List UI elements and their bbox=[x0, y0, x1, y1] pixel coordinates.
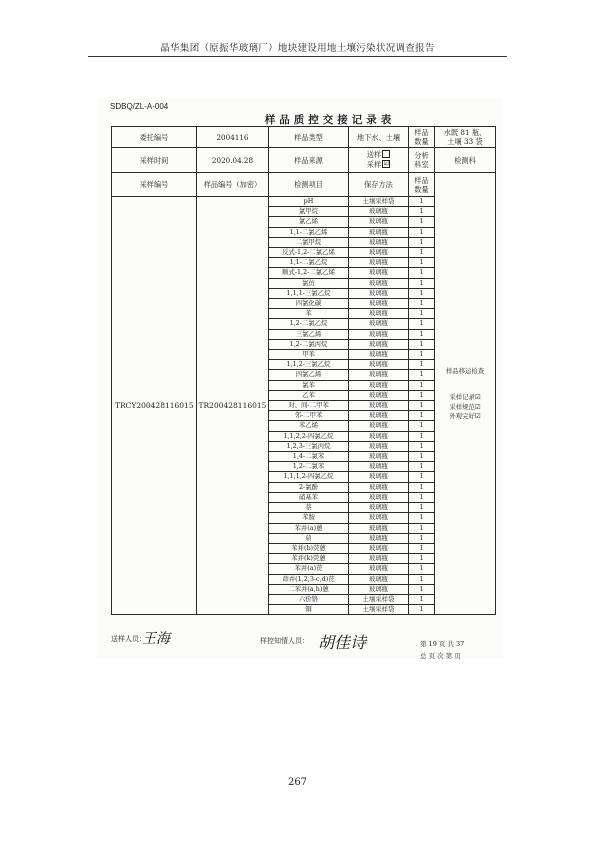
storage-method-cell: 玻璃瓶 bbox=[349, 503, 409, 513]
test-item-cell: 1,1-二氯乙烷 bbox=[269, 258, 349, 268]
storage-method-cell: 玻璃瓶 bbox=[349, 390, 409, 400]
col-header-qty: 样品 数量 bbox=[409, 173, 435, 197]
option-send: 送样 bbox=[366, 150, 382, 159]
form-page-line2: 总 页 次 第 页 bbox=[420, 652, 461, 660]
quantity-cell: 1 bbox=[409, 380, 435, 390]
storage-method-cell: 玻璃瓶 bbox=[349, 360, 409, 370]
sampling-date-label: 采样时间 bbox=[112, 148, 197, 173]
quantity-cell: 1 bbox=[409, 421, 435, 431]
storage-method-cell: 土壤采样袋 bbox=[349, 197, 409, 207]
quantity-cell: 1 bbox=[409, 350, 435, 360]
col-header-encrypted-no: 样品编号（加密） bbox=[197, 173, 269, 197]
test-item-cell: 2-氯酚 bbox=[269, 482, 349, 492]
test-item-cell: 氯甲烷 bbox=[269, 207, 349, 217]
col-header-test-item: 检测项目 bbox=[269, 173, 349, 197]
storage-method-cell: 玻璃瓶 bbox=[349, 319, 409, 329]
storage-method-cell: 玻璃瓶 bbox=[349, 370, 409, 380]
test-item-cell: 苯 bbox=[269, 309, 349, 319]
quantity-cell: 1 bbox=[409, 248, 435, 258]
quantity-cell: 1 bbox=[409, 268, 435, 278]
test-item-cell: 三氯乙烯 bbox=[269, 329, 349, 339]
storage-method-cell: 玻璃瓶 bbox=[349, 584, 409, 594]
storage-method-cell: 玻璃瓶 bbox=[349, 513, 409, 523]
check-item-checkbox: ☑ bbox=[474, 393, 481, 402]
storage-method-cell: 玻璃瓶 bbox=[349, 237, 409, 247]
storage-method-cell: 土壤采样袋 bbox=[349, 605, 409, 615]
storage-method-cell: 玻璃瓶 bbox=[349, 227, 409, 237]
quantity-cell: 1 bbox=[409, 278, 435, 288]
quantity-cell: 1 bbox=[409, 472, 435, 482]
storage-method-cell: 玻璃瓶 bbox=[349, 329, 409, 339]
col-header-storage: 保存方法 bbox=[349, 173, 409, 197]
storage-method-cell: 玻璃瓶 bbox=[349, 462, 409, 472]
quantity-cell: 1 bbox=[409, 390, 435, 400]
quantity-cell: 1 bbox=[409, 217, 435, 227]
sample-source-label: 样品来源 bbox=[269, 148, 349, 173]
sample-source-options bbox=[349, 148, 409, 173]
test-item-cell: 苯并(a)芘 bbox=[269, 564, 349, 574]
test-item-cell: 硝基苯 bbox=[269, 492, 349, 502]
test-item-cell: 1,2,3-三氯丙烷 bbox=[269, 441, 349, 451]
test-item-cell: 1,1-二氯乙烯 bbox=[269, 227, 349, 237]
test-item-cell: 氯乙烯 bbox=[269, 217, 349, 227]
storage-method-cell: 玻璃瓶 bbox=[349, 492, 409, 502]
option-sample: 采样 bbox=[366, 160, 382, 169]
test-item-cell: 四氯化碳 bbox=[269, 299, 349, 309]
receiver-label: 样控知情人员： bbox=[260, 637, 309, 645]
quantity-cell: 1 bbox=[409, 207, 435, 217]
storage-method-cell: 玻璃瓶 bbox=[349, 472, 409, 482]
quantity-cell: 1 bbox=[409, 482, 435, 492]
test-item-cell: 苯乙烯 bbox=[269, 421, 349, 431]
quantity-cell: 1 bbox=[409, 503, 435, 513]
sample-qty-value: 水既 81 瓶、 土壤 33 袋 bbox=[435, 127, 496, 148]
quantity-cell: 1 bbox=[409, 237, 435, 247]
storage-method-cell: 玻璃瓶 bbox=[349, 380, 409, 390]
storage-method-cell: 玻璃瓶 bbox=[349, 217, 409, 227]
quantity-cell: 1 bbox=[409, 533, 435, 543]
receiver-signature: 胡佳诗 bbox=[318, 633, 367, 652]
test-item-cell: 1,4-二氯苯 bbox=[269, 452, 349, 462]
quantity-cell: 1 bbox=[409, 431, 435, 441]
quantity-cell: 1 bbox=[409, 564, 435, 574]
test-item-cell: 顺式-1,2-二氯乙烯 bbox=[269, 268, 349, 278]
test-item-cell: 二苯并(a,h)蒽 bbox=[269, 584, 349, 594]
transport-check-panel bbox=[435, 173, 496, 615]
sampling-date-value: 2020.04.28 bbox=[197, 148, 269, 173]
test-item-cell: 1,2-二氯丙烷 bbox=[269, 339, 349, 349]
transport-check-title: 样品移运检查 bbox=[445, 367, 485, 376]
test-item-cell: 萘 bbox=[269, 503, 349, 513]
storage-method-cell: 玻璃瓶 bbox=[349, 411, 409, 421]
quantity-cell: 1 bbox=[409, 452, 435, 462]
document-header: 晶华集团（原振华玻璃厂）地块建设用地土壤污染状况调查报告 bbox=[160, 43, 435, 54]
quantity-cell: 1 bbox=[409, 523, 435, 533]
storage-method-cell: 玻璃瓶 bbox=[349, 258, 409, 268]
test-item-cell: pH bbox=[269, 197, 349, 207]
test-item-cell: 苯并(k)荧蒽 bbox=[269, 554, 349, 564]
storage-method-cell: 玻璃瓶 bbox=[349, 441, 409, 451]
test-item-cell: 1,1,1-三氯乙烷 bbox=[269, 288, 349, 298]
test-item-cell: 二氯甲烷 bbox=[269, 237, 349, 247]
checkbox-send bbox=[382, 150, 390, 158]
storage-method-cell: 玻璃瓶 bbox=[349, 268, 409, 278]
form-page-line1: 第 19 页 共 37 bbox=[420, 640, 465, 648]
test-item-cell: 1,2-二氯苯 bbox=[269, 462, 349, 472]
quantity-cell: 1 bbox=[409, 319, 435, 329]
storage-method-cell: 玻璃瓶 bbox=[349, 431, 409, 441]
quantity-cell: 1 bbox=[409, 339, 435, 349]
check-item-label: 外观完好 bbox=[449, 411, 475, 420]
qc-handover-table bbox=[111, 126, 496, 615]
quantity-cell: 1 bbox=[409, 584, 435, 594]
encrypted-no-cell: TR200428116015 bbox=[197, 197, 269, 615]
check-item-label: 采样规范 bbox=[449, 402, 475, 411]
test-item-cell: 苯并(a)蒽 bbox=[269, 523, 349, 533]
lab-dept-value: 检测科 bbox=[435, 148, 496, 173]
quantity-cell: 1 bbox=[409, 594, 435, 604]
storage-method-cell: 玻璃瓶 bbox=[349, 288, 409, 298]
checkbox-sample: ☑ bbox=[383, 160, 389, 167]
test-item-cell: 氯苯 bbox=[269, 380, 349, 390]
check-item-checkbox: ☑ bbox=[474, 411, 481, 420]
quantity-cell: 1 bbox=[409, 401, 435, 411]
test-item-cell: 1,1,2,2-四氯乙烷 bbox=[269, 431, 349, 441]
quantity-cell: 1 bbox=[409, 543, 435, 553]
test-item-cell: 铜 bbox=[269, 605, 349, 615]
test-item-cell: 邻-二甲苯 bbox=[269, 411, 349, 421]
storage-method-cell: 玻璃瓶 bbox=[349, 278, 409, 288]
storage-method-cell: 玻璃瓶 bbox=[349, 299, 409, 309]
quantity-cell: 1 bbox=[409, 411, 435, 421]
sample-type-label: 样品类型 bbox=[269, 127, 349, 148]
test-item-cell: 䓛 bbox=[269, 533, 349, 543]
test-item-cell: 1,1,1,2-四氯乙烷 bbox=[269, 472, 349, 482]
storage-method-cell: 玻璃瓶 bbox=[349, 482, 409, 492]
test-item-cell: 对、间-二甲苯 bbox=[269, 401, 349, 411]
test-item-cell: 反式-1,2-二氯乙烯 bbox=[269, 248, 349, 258]
check-list bbox=[435, 393, 495, 421]
entrust-no-value: 2004116 bbox=[197, 127, 269, 148]
form-code: SDBQ/ZL-A-004 bbox=[110, 102, 169, 111]
storage-method-cell: 玻璃瓶 bbox=[349, 452, 409, 462]
storage-method-cell: 玻璃瓶 bbox=[349, 543, 409, 553]
test-item-cell: 甲苯 bbox=[269, 350, 349, 360]
storage-method-cell: 玻璃瓶 bbox=[349, 350, 409, 360]
test-item-cell: 四氯乙烯 bbox=[269, 370, 349, 380]
quantity-cell: 1 bbox=[409, 227, 435, 237]
quantity-cell: 1 bbox=[409, 288, 435, 298]
lab-dept-label: 分析 科室 bbox=[409, 148, 435, 173]
storage-method-cell: 玻璃瓶 bbox=[349, 207, 409, 217]
quantity-cell: 1 bbox=[409, 197, 435, 207]
sender-label: 送样人员： bbox=[111, 635, 146, 643]
quantity-cell: 1 bbox=[409, 258, 435, 268]
quantity-cell: 1 bbox=[409, 309, 435, 319]
form-page-info bbox=[420, 638, 464, 662]
test-item-cell: 六价铬 bbox=[269, 594, 349, 604]
storage-method-cell: 玻璃瓶 bbox=[349, 564, 409, 574]
sample-no-cell: TRCY200428116015 bbox=[112, 197, 197, 615]
test-item-cell: 苯并(b)荧蒽 bbox=[269, 543, 349, 553]
storage-method-cell: 玻璃瓶 bbox=[349, 533, 409, 543]
quantity-cell: 1 bbox=[409, 492, 435, 502]
check-item-checkbox: ☑ bbox=[474, 402, 481, 411]
storage-method-cell: 玻璃瓶 bbox=[349, 309, 409, 319]
storage-method-cell: 玻璃瓶 bbox=[349, 401, 409, 411]
storage-method-cell: 玻璃瓶 bbox=[349, 523, 409, 533]
header-rule bbox=[88, 56, 507, 57]
entrust-no-label: 委托编号 bbox=[112, 127, 197, 148]
sample-qty-label: 样品 数量 bbox=[409, 127, 435, 148]
sample-type-value: 地下水、土壤 bbox=[349, 127, 409, 148]
quantity-cell: 1 bbox=[409, 329, 435, 339]
storage-method-cell: 玻璃瓶 bbox=[349, 248, 409, 258]
quantity-cell: 1 bbox=[409, 574, 435, 584]
col-header-sample-no: 采样编号 bbox=[112, 173, 197, 197]
quantity-cell: 1 bbox=[409, 554, 435, 564]
test-item-cell: 1,2-二氯乙烷 bbox=[269, 319, 349, 329]
test-item-cell: 1,1,2-三氯乙烷 bbox=[269, 360, 349, 370]
test-item-cell: 乙苯 bbox=[269, 390, 349, 400]
form-title: 样品质控交接记录表 bbox=[264, 114, 396, 126]
storage-method-cell: 玻璃瓶 bbox=[349, 339, 409, 349]
quantity-cell: 1 bbox=[409, 299, 435, 309]
check-item bbox=[435, 403, 495, 412]
quantity-cell: 1 bbox=[409, 462, 435, 472]
quantity-cell: 1 bbox=[409, 360, 435, 370]
test-item-cell: 苯胺 bbox=[269, 513, 349, 523]
storage-method-cell: 玻璃瓶 bbox=[349, 554, 409, 564]
test-item-cell: 氯仿 bbox=[269, 278, 349, 288]
storage-method-cell: 土壤采样袋 bbox=[349, 594, 409, 604]
sender-signature: 王海 bbox=[142, 631, 170, 647]
quantity-cell: 1 bbox=[409, 513, 435, 523]
quantity-cell: 1 bbox=[409, 441, 435, 451]
page-number: 267 bbox=[287, 777, 308, 788]
test-item-cell: 茚并(1,2,3-c,d)芘 bbox=[269, 574, 349, 584]
storage-method-cell: 玻璃瓶 bbox=[349, 574, 409, 584]
check-item bbox=[435, 393, 495, 402]
quantity-cell: 1 bbox=[409, 370, 435, 380]
storage-method-cell: 玻璃瓶 bbox=[349, 421, 409, 431]
quantity-cell: 1 bbox=[409, 605, 435, 615]
check-item-label: 采样记录 bbox=[449, 393, 475, 402]
check-item bbox=[435, 412, 495, 421]
